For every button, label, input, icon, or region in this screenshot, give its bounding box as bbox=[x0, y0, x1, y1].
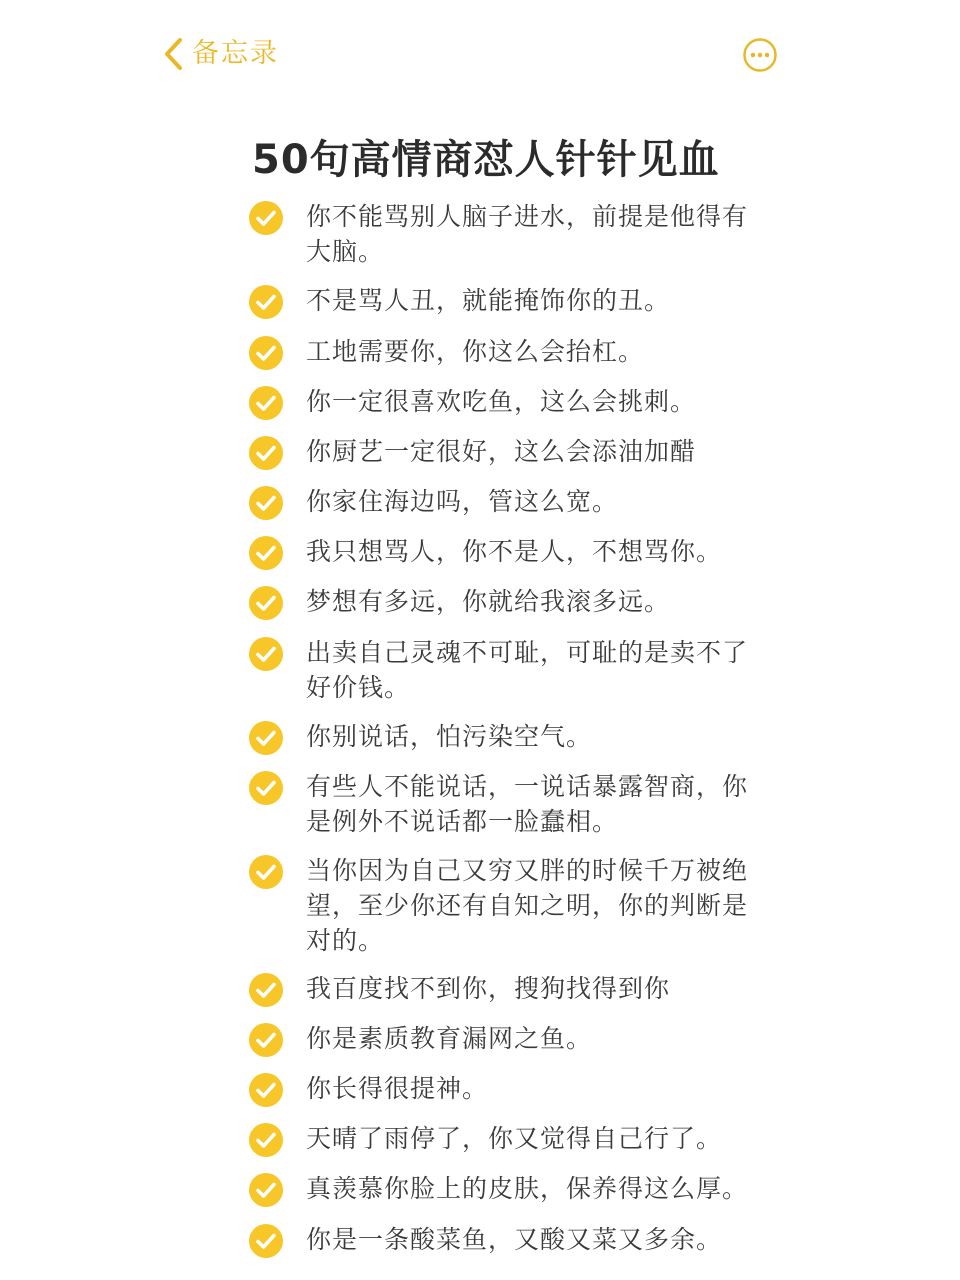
checklist-item-text: 你一定很喜欢吃鱼，这么会挑刺。 bbox=[306, 387, 697, 416]
checklist-item-text: 你长得很提神。 bbox=[306, 1074, 489, 1103]
checkmark-circle-icon[interactable] bbox=[248, 1022, 284, 1058]
checklist-item-text: 有些人不能说话，一说话暴露智商，你是例外不说话都一脸蠢相。 bbox=[306, 772, 749, 836]
checkmark-circle-icon[interactable] bbox=[248, 854, 284, 890]
checkmark-circle-icon[interactable] bbox=[248, 435, 284, 471]
checkmark-circle-icon[interactable] bbox=[248, 1122, 284, 1158]
checkmark-circle-icon[interactable] bbox=[248, 385, 284, 421]
checkmark-circle-icon[interactable] bbox=[248, 770, 284, 806]
checklist-item-text: 你别说话，怕污染空气。 bbox=[306, 722, 593, 751]
checkmark-circle-icon[interactable] bbox=[248, 636, 284, 672]
note-title: 50句高情商怼人针针见血 bbox=[252, 137, 720, 183]
checkmark-circle-icon[interactable] bbox=[248, 485, 284, 521]
checklist-item-text: 真羡慕你脸上的皮肤，保养得这么厚。 bbox=[306, 1174, 749, 1203]
checklist-item-text: 天晴了雨停了，你又觉得自己行了。 bbox=[306, 1124, 723, 1153]
checkmark-circle-icon[interactable] bbox=[248, 335, 284, 371]
checkmark-circle-icon[interactable] bbox=[248, 284, 284, 320]
nav-back-label: 备忘录 bbox=[192, 38, 279, 69]
checklist-item-text: 你厨艺一定很好，这么会添油加醋 bbox=[306, 437, 697, 466]
checklist-item-text: 梦想有多远，你就给我滚多远。 bbox=[306, 587, 671, 616]
checkmark-circle-icon[interactable] bbox=[248, 1172, 284, 1208]
checkmark-circle-icon[interactable] bbox=[248, 200, 284, 236]
checkmark-circle-icon[interactable] bbox=[248, 720, 284, 756]
checklist-item-text: 我只想骂人，你不是人，不想骂你。 bbox=[306, 537, 723, 566]
checkmark-circle-icon[interactable] bbox=[248, 535, 284, 571]
checklist-item-text: 你不能骂别人脑子进水，前提是他得有大脑。 bbox=[306, 202, 749, 266]
checklist-item-text: 工地需要你，你这么会抬杠。 bbox=[306, 337, 645, 366]
checklist-item-text: 当你因为自己又穷又胖的时候千万被绝望，至少你还有自知之明，你的判断是对的。 bbox=[306, 856, 749, 955]
checklist-item-text: 你家住海边吗，管这么宽。 bbox=[306, 487, 619, 516]
checklist-item-text: 我百度找不到你，搜狗找得到你 bbox=[306, 974, 671, 1003]
checkmark-circle-icon[interactable] bbox=[248, 972, 284, 1008]
checklist-item-text: 出卖自己灵魂不可耻，可耻的是卖不了好价钱。 bbox=[306, 638, 749, 702]
checklist-item-text: 你是素质教育漏网之鱼。 bbox=[306, 1024, 593, 1053]
checkmark-circle-icon[interactable] bbox=[248, 1223, 284, 1259]
checklist-item-text: 不是骂人丑，就能掩饰你的丑。 bbox=[306, 286, 671, 315]
checkmark-circle-icon[interactable] bbox=[248, 585, 284, 621]
checkmark-circle-icon[interactable] bbox=[248, 1072, 284, 1108]
checklist-item-text: 你是一条酸菜鱼，又酸又菜又多余。 bbox=[306, 1225, 723, 1254]
